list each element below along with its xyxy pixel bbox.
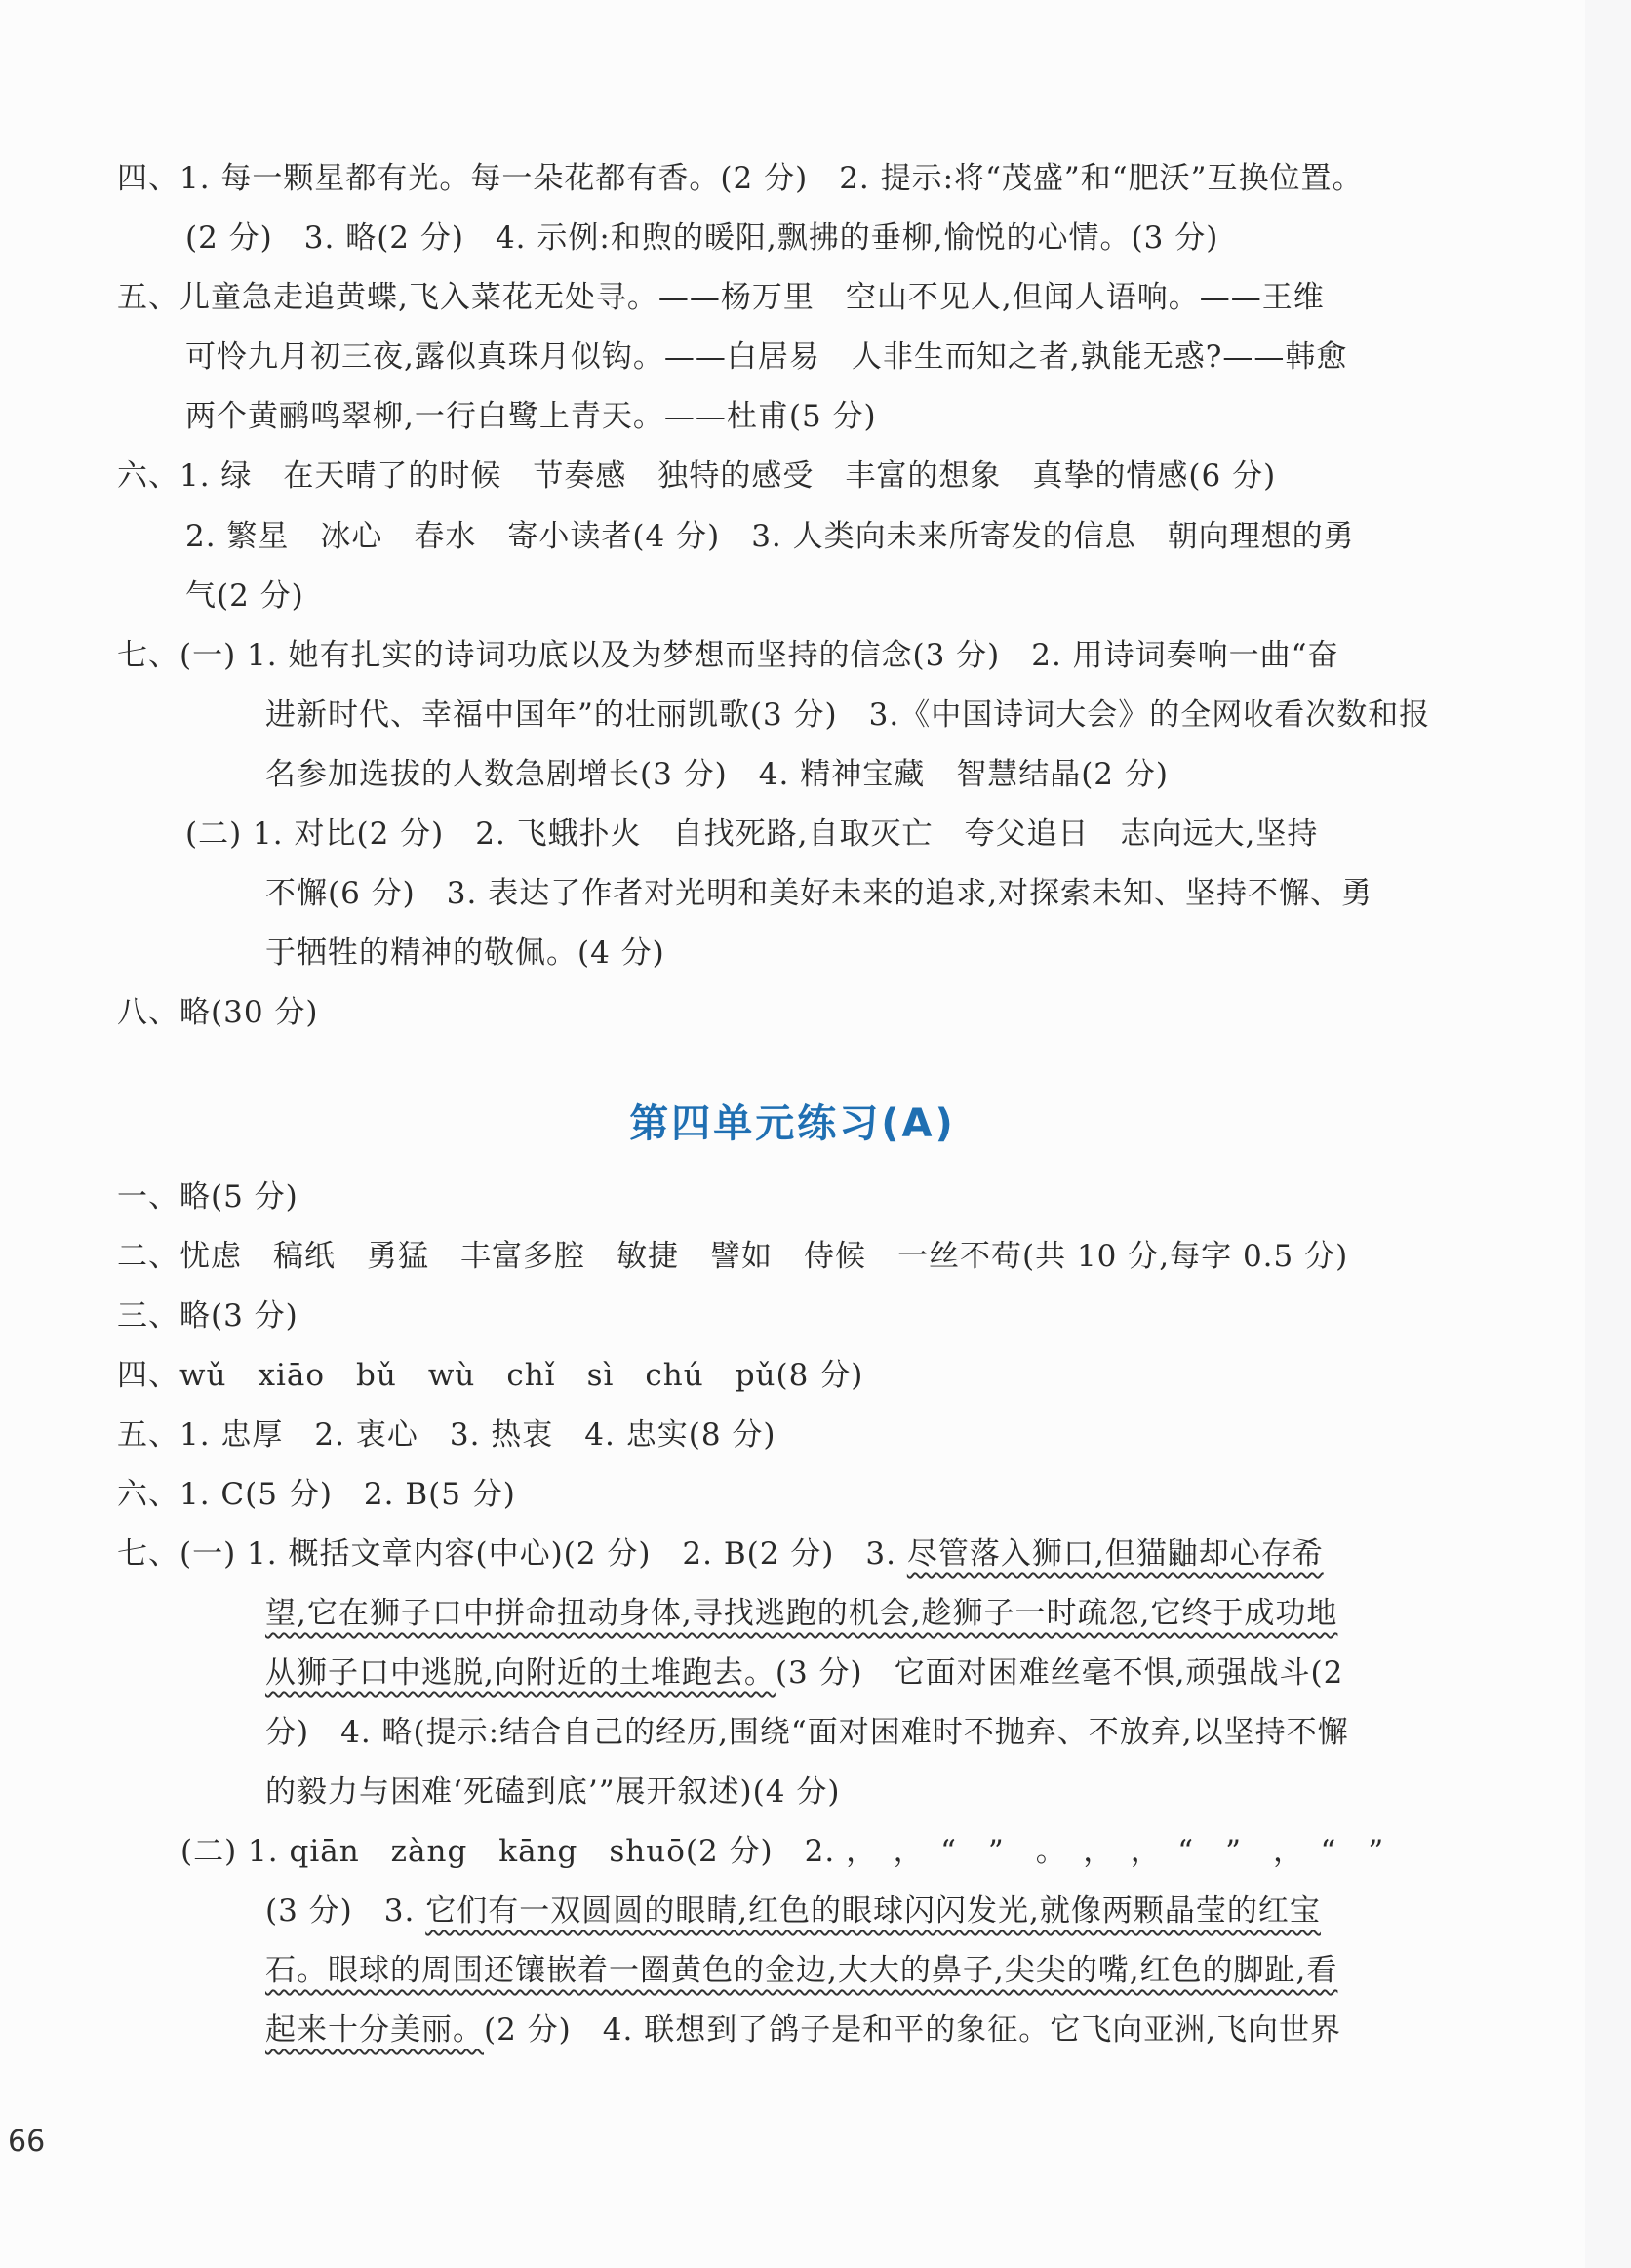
line-text: (2 分) 4. 联想到了鸽子是和平的象征。它飞向亚洲,飞向世界 xyxy=(484,2012,1342,2048)
answer-line xyxy=(265,1891,1321,1930)
answer-line xyxy=(265,2010,1341,2049)
answer-line: 气(2 分) xyxy=(185,578,304,614)
wavy-underlined-text: 从狮子口中逃脱,向附近的土堆跑去。 xyxy=(265,1655,776,1691)
answer-line xyxy=(117,1534,1324,1573)
wavy-underlined-text: 尽管落入狮口,但猫鼬却心存希 xyxy=(906,1536,1324,1572)
answer-line: 分) 4. 略(提示:结合自己的经历,围绕“面对困难时不抛弃、不放弃,以坚持不懈 xyxy=(265,1715,1349,1750)
line-text: 七、(一) 1. 概括文章内容(中心)(2 分) 2. B(2 分) 3. xyxy=(117,1536,907,1572)
answer-line: 五、1. 忠厚 2. 衷心 3. 热衷 4. 忠实(8 分) xyxy=(117,1417,776,1452)
answer-line: 2. 繁星 冰心 春水 寄小读者(4 分) 3. 人类向未来所寄发的信息 朝向理想的勇 xyxy=(185,519,1355,554)
answer-line: 四、wǔ xiāo bǔ wù chǐ sì chú pǔ(8 分) xyxy=(117,1358,864,1393)
answer-line xyxy=(265,1594,1337,1633)
answer-line: 可怜九月初三夜,露似真珠月似钩。——白居易 人非生而知之者,孰能无惑?——韩愈 xyxy=(185,339,1348,375)
answer-line: 六、1. 绿 在天晴了的时候 节奏感 独特的感受 丰富的想象 真挚的情感(6 分) xyxy=(117,458,1277,494)
answer-line: (二) 1. 对比(2 分) 2. 飞蛾扑火 自找死路,自取灭亡 夸父追日 志向远大,坚持 xyxy=(185,816,1319,852)
line-text: (3 分) 3. xyxy=(265,1893,426,1929)
answer-line: 进新时代、幸福中国年”的壮丽凯歌(3 分) 3.《中国诗词大会》的全网收看次数和报 xyxy=(265,697,1431,733)
answer-line: 六、1. C(5 分) 2. B(5 分) xyxy=(117,1477,516,1512)
section-title: 第四单元练习(A) xyxy=(629,1101,956,1146)
wavy-underlined-text: 它们有一双圆圆的眼睛,红色的眼球闪闪发光,就像两颗晶莹的红宝 xyxy=(425,1893,1321,1929)
answer-line: 一、略(5 分) xyxy=(117,1179,298,1214)
answer-line: 三、略(3 分) xyxy=(117,1298,298,1333)
answer-line: (2 分) 3. 略(2 分) 4. 示例:和煦的暖阳,飘拂的垂柳,愉悦的心情。(3 分) xyxy=(185,220,1219,256)
wavy-underlined-text: 起来十分美丽。 xyxy=(265,2012,484,2048)
answer-line xyxy=(265,1653,1343,1692)
answer-line: 八、略(30 分) xyxy=(117,995,319,1030)
page-number: 66 xyxy=(8,2125,46,2159)
answer-line: 名参加选拔的人数急剧增长(3 分) 4. 精神宝藏 智慧结晶(2 分) xyxy=(265,757,1169,792)
answer-line: 于牺牲的精神的敬佩。(4 分) xyxy=(265,935,665,971)
answer-line: 二、忧虑 稿纸 勇猛 丰富多腔 敏捷 譬如 侍候 一丝不苟(共 10 分,每字 0.5 分) xyxy=(117,1239,1349,1274)
wavy-underlined-text: 望,它在狮子口中拼命扭动身体,寻找逃跑的机会,趁狮子一时疏忽,它终于成功地 xyxy=(265,1596,1338,1631)
answer-line: 的毅力与困难‘死磕到底’”展开叙述)(4 分) xyxy=(265,1774,841,1810)
answer-line: 不懈(6 分) 3. 表达了作者对光明和美好未来的追求,对探索未知、坚持不懈、勇 xyxy=(265,876,1373,911)
answer-line: 五、儿童急走追黄蝶,飞入菜花无处寻。——杨万里 空山不见人,但闻人语响。——王维 xyxy=(117,280,1325,315)
answer-line: 七、(一) 1. 她有扎实的诗词功底以及为梦想而坚持的信念(3 分) 2. 用诗词奏响一曲“奋 xyxy=(117,638,1339,673)
wavy-underlined-text: 石。眼球的周围还镶嵌着一圈黄色的金边,大大的鼻子,尖尖的嘴,红色的脚趾,看 xyxy=(265,1953,1338,1988)
answer-line xyxy=(265,1951,1337,1990)
answer-line: 四、1. 每一颗星都有光。每一朵花都有香。(2 分) 2. 提示:将“茂盛”和“肥沃”互换位置。 xyxy=(117,161,1364,196)
answer-line: 两个黄鹂鸣翠柳,一行白鹭上青天。——杜甫(5 分) xyxy=(185,399,877,434)
line-text: (3 分) 它面对困难丝毫不惧,顽强战斗(2 xyxy=(775,1655,1344,1691)
answer-line: (二) 1. qiān zàng kāng shuō(2 分) 2. ， ， “ ” 。 ， ， “ ” ， “ ” xyxy=(180,1834,1385,1869)
